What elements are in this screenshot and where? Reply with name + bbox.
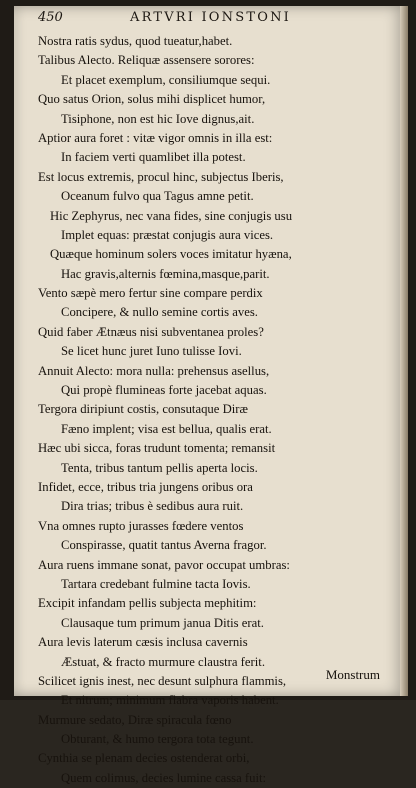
verse-line: Fæno implent; visa est bellua, qualis erat.	[61, 421, 272, 436]
verse-line: Tenta, tribus tantum pellis aperta locis.	[61, 460, 258, 475]
verse-line: Hac gravis,alternis fœmina,masque,parit.	[61, 266, 270, 281]
verse-line: Quæque hominum solers voces imitatur hyæna,	[50, 247, 292, 262]
verse-line: Nostra ratis sydus, quod tueatur,habet.	[38, 34, 233, 48]
verse-line: Aura ruens immane sonat, pavor occupat umbras:	[38, 557, 290, 572]
verse-line: Tartara credebant fulmine tacta Iovis.	[61, 576, 251, 591]
verse-line: Tergora diripiunt costis, consutaque Diræ	[38, 402, 248, 417]
page-number: 450	[38, 10, 63, 25]
running-title: ARTVRI IONSTONI	[130, 10, 291, 25]
verse-line: Quid faber Ætnæus nisi subventanea proles?	[38, 324, 264, 339]
verse-line: Dira trias; tribus è sedibus aura ruit.	[61, 499, 244, 514]
verse-line: In faciem verti quamlibet illa potest.	[61, 150, 246, 165]
verse-line: Qui propè fluminеas forte jacebat aquas.	[61, 383, 267, 398]
verse-line: Aura levis laterum cæsis inclusa cavernis	[38, 635, 248, 650]
verse-line: Quem colimus, decies lumine cassa fuit:	[61, 770, 267, 785]
verse-line: Obturant, & humo tergora tota tegunt.	[61, 732, 254, 747]
verse-line: Vna omnes rupto jurasses fœdere ventos	[38, 518, 244, 533]
running-head	[38, 10, 378, 30]
verse-line: Hic Zephyrus, nec vana fides, sine conjugis usu	[50, 208, 293, 223]
verse-line: Infidet, ecce, tribus tria jungens oribus ora	[38, 479, 253, 494]
verse-line: Æstuat, & fracto murmure claustra ferit.	[61, 654, 265, 669]
verse-line: Concipere, & nullo semine cortis aves.	[61, 305, 258, 320]
catchword: Monstrum	[325, 667, 380, 682]
verse-line: Cynthia se plenam decies ostenderat orbi,	[38, 751, 250, 766]
book-page	[14, 6, 408, 785]
verse-line: Scilicet ignis inest, nec desunt sulphura flammis,	[38, 673, 287, 688]
verse-line: Murmure sedato, Diræ spiracula fœno	[38, 712, 232, 727]
page-edge-shadow	[400, 6, 408, 696]
verse-line: Oceanum fulvo qua Tagus amne petit.	[61, 189, 254, 204]
verse-line: Aptior aura foret : vitæ vigor omnis in illa est:	[38, 130, 273, 145]
verse-line: Talibus Alecto. Reliquæ assensere sorores:	[38, 53, 255, 68]
verse-line: Est locus extremis, procul hinc, subjectus Iberis,	[38, 169, 284, 184]
verse-line: Implet equas: præstat conjugis aura vices.	[61, 227, 274, 242]
verse-line: Hæc ubi sicca, foras trudunt tomenta; remansit	[38, 441, 276, 456]
verse-line: Annuit Alecto: mora nulla: prehensus asellus,	[38, 363, 270, 378]
verse-line: Vento sæpè mero fertur sine compare perdix	[38, 286, 263, 301]
verse-line: Conspirasse, quatit tantus Averna fragor.	[61, 538, 267, 553]
verse-line: Et placet exemplum, consiliumque sequi.	[61, 72, 271, 87]
verse-line: Et nitrum; minimum flabra vaporis habent.	[61, 693, 279, 708]
verse-line: Excipit infandam pellis subjecta mephitim:	[38, 596, 257, 611]
verse-line: Clausaque tum primum janua Ditis erat.	[61, 615, 264, 630]
verse-line: Quo satus Orion, solus mihi displicet humor,	[38, 92, 266, 107]
verse-line: Se licet hunc juret Iuno tulisse Iovi.	[61, 344, 242, 359]
verse-line: Tisiphone, non est hic Iove dignus,ait.	[61, 111, 255, 126]
